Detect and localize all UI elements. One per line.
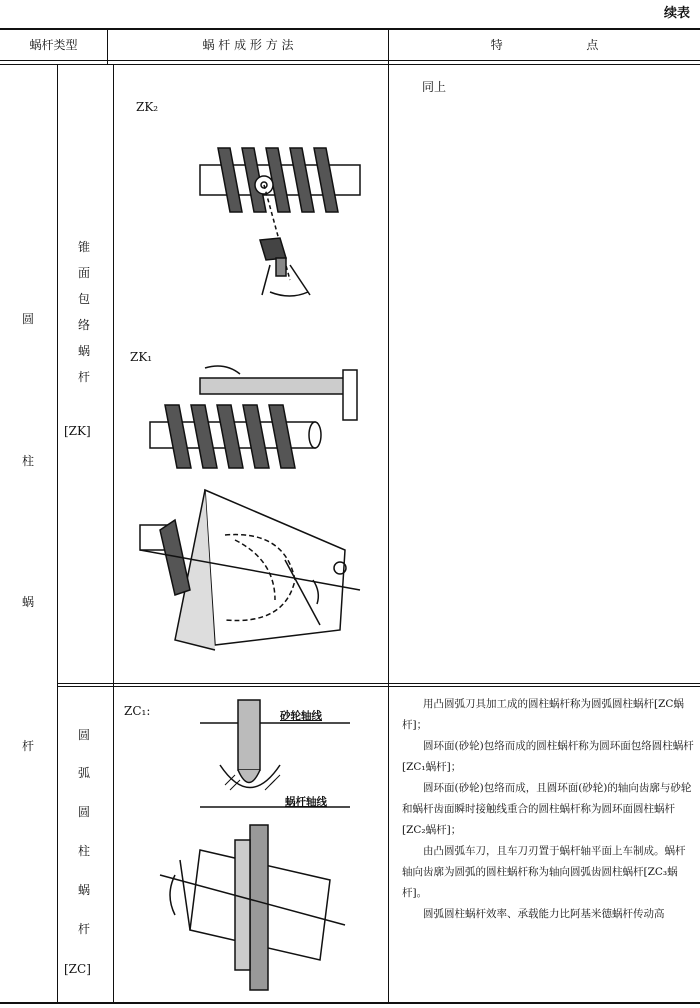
row-divider [57, 683, 700, 684]
category-char-3: 杆 [21, 739, 34, 753]
zc-feature-para-0: 用凸圆弧刀具加工成的圆柱蜗杆称为圆弧圆柱蜗杆[ZC蜗杆]； [402, 698, 684, 731]
zc-char-4: 蜗 [77, 883, 90, 897]
zk-char-2: 包 [77, 292, 90, 306]
zc-code: [ZC] [64, 962, 91, 976]
zc-char-2: 圆 [77, 805, 90, 819]
zk1-worm-diagram [145, 360, 370, 480]
col-divider-category [57, 64, 58, 1004]
zc-char-3: 柱 [77, 844, 90, 858]
zk-features: 同上 [422, 80, 447, 94]
col-divider-subtype [113, 64, 114, 1004]
zc-feature-para-4: 圆弧圆柱蜗杆效率、承载能力比阿基米德蜗杆传动高 [423, 908, 665, 920]
zk-char-0: 锥 [77, 240, 90, 254]
header-features: 特 点 [490, 37, 599, 52]
zc-char-5: 杆 [77, 922, 90, 936]
zc-feature-para-1: 圆环面(砂轮)包络而成的圆柱蜗杆称为圆环面包络圆柱蜗杆[ZC₁蜗杆]； [402, 740, 694, 773]
table-top-border [0, 28, 700, 30]
worm-axis-label: 蜗杆轴线 [285, 796, 327, 808]
zc-wheel-worm-diagram [150, 820, 350, 995]
category-char-1: 柱 [21, 454, 34, 468]
zk2-worm-diagram [190, 130, 380, 305]
zk-char-1: 面 [77, 266, 90, 280]
header-forming-method: 蜗 杆 成 形 方 法 [202, 37, 294, 52]
category-char-0: 圆 [21, 312, 34, 326]
zk-code: [ZK] [64, 424, 91, 438]
row-divider-2 [57, 686, 700, 687]
zc-char-0: 圆 [77, 728, 90, 742]
zk1-label: ZK₁ [130, 350, 153, 364]
category-char-2: 蜗 [21, 595, 34, 609]
zk-char-4: 蜗 [77, 344, 90, 358]
zc-features [402, 694, 694, 925]
cone-envelope-diagram [135, 480, 365, 680]
zk2-label: ZK₂ [136, 100, 159, 114]
zk-char-3: 络 [77, 318, 90, 332]
zc-feature-para-2: 圆环面(砂轮)包络而成，且圆环面(砂轮)的轴向齿廓与砂轮和蜗杆齿面瞬时接触线重合的圆柱蜗杆称为圆环面圆柱蜗杆[ZC₂蜗杆]； [402, 782, 692, 836]
header-bottom-border-2 [0, 64, 700, 65]
header-worm-type: 蜗杆类型 [29, 37, 78, 52]
table-bottom-border [0, 1002, 700, 1004]
zc1-grinding-wheel-diagram [200, 695, 350, 810]
zc-char-1: 弧 [77, 766, 90, 780]
wheel-axis-label: 砂轮轴线 [280, 710, 322, 722]
continued-label: 续表 [663, 6, 690, 21]
col-divider-method [388, 28, 389, 1004]
zk-char-5: 杆 [77, 370, 90, 384]
zc-feature-para-3: 由凸圆弧车刀，且车刀刃置于蜗杆轴平面上车制成。蜗杆轴向齿廓为圆弧的圆柱蜗杆称为轴向圆弧齿圆柱蜗杆[ZC₃蜗杆]。 [402, 845, 686, 899]
header-bottom-border [0, 60, 700, 61]
zc1-label: ZC₁: [124, 704, 151, 718]
